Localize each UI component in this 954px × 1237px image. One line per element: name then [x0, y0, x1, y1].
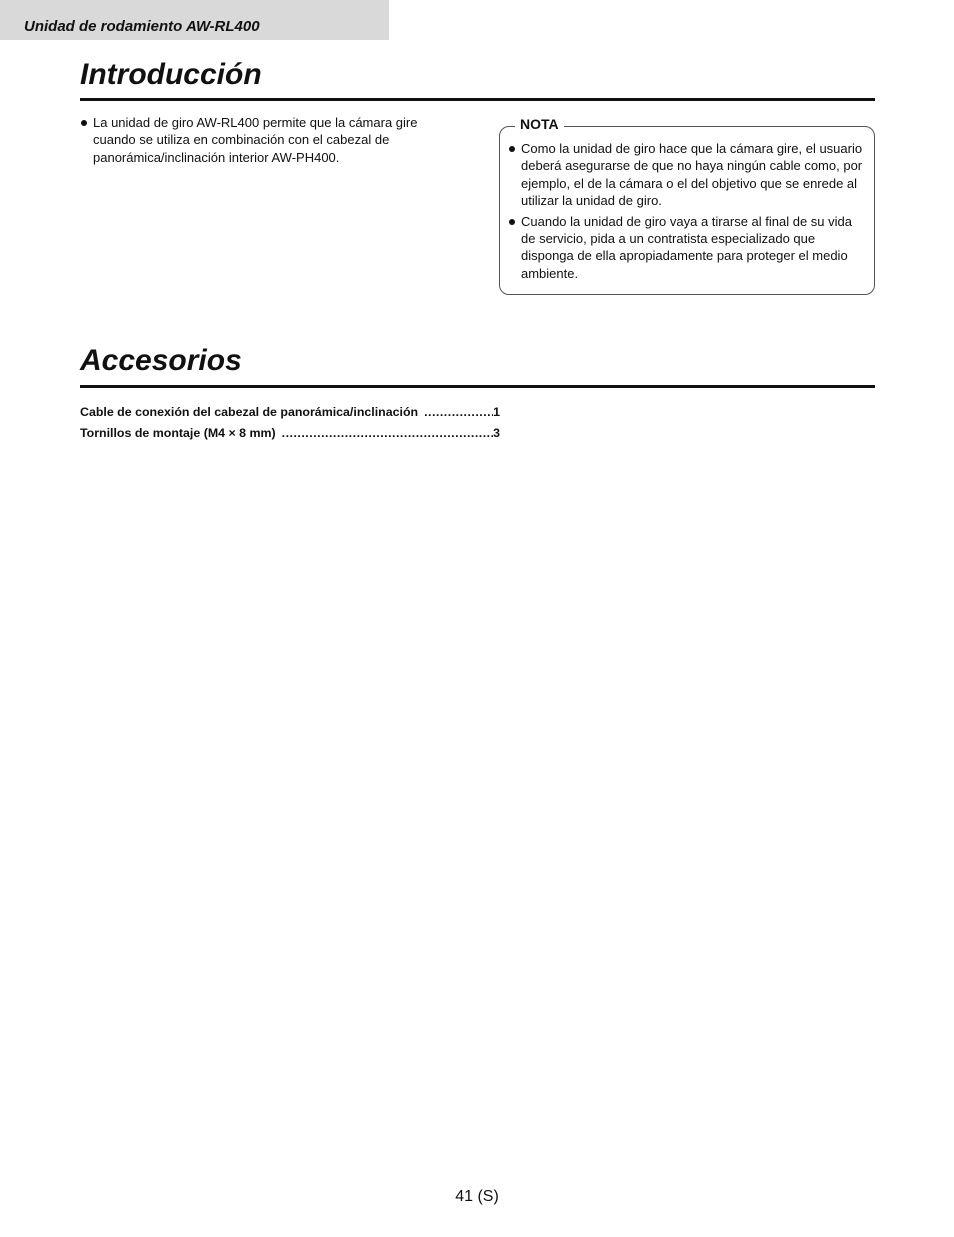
nota-item: Como la unidad de giro hace que la cámara gire, el usuario deberá asegurarse de que no haya ningún cable como, por ejemplo, el de la cámara o el del objetivo que se enrede al utilizar la unidad de giro. — [508, 140, 864, 210]
nota-label: NOTA — [515, 116, 564, 132]
accessory-quantity: 3 — [493, 426, 500, 440]
introduccion-rule — [80, 98, 875, 101]
accessory-row — [80, 402, 500, 423]
accessory-quantity: 1 — [493, 405, 500, 419]
dot-leader — [418, 402, 493, 423]
accessory-name: Cable de conexión del cabezal de panorámica/inclinación — [80, 405, 419, 419]
introduccion-title: Introducción — [80, 58, 262, 91]
running-header — [0, 0, 389, 40]
accesorios-list — [80, 402, 500, 444]
introduccion-item: La unidad de giro AW-RL400 permite que la cámara gire cuando se utiliza en combinación con el cabezal de panorámica/inclinación interior AW-PH400. — [80, 114, 460, 166]
dot-leader — [276, 423, 493, 444]
introduccion-list — [80, 114, 460, 166]
running-header-label: Unidad de rodamiento AW-RL400 — [24, 18, 260, 35]
accessory-row — [80, 423, 500, 444]
nota-list — [508, 140, 864, 285]
accesorios-title: Accesorios — [80, 344, 242, 377]
accessory-name: Tornillos de montaje (M4 × 8 mm) — [80, 426, 276, 440]
accesorios-rule — [80, 385, 875, 388]
nota-item: Cuando la unidad de giro vaya a tirarse al final de su vida de servicio, pida a un contratista especializado que disponga de ella apropiadamente para proteger el medio ambiente. — [508, 213, 864, 283]
page-number: 41 (S) — [455, 1188, 499, 1205]
